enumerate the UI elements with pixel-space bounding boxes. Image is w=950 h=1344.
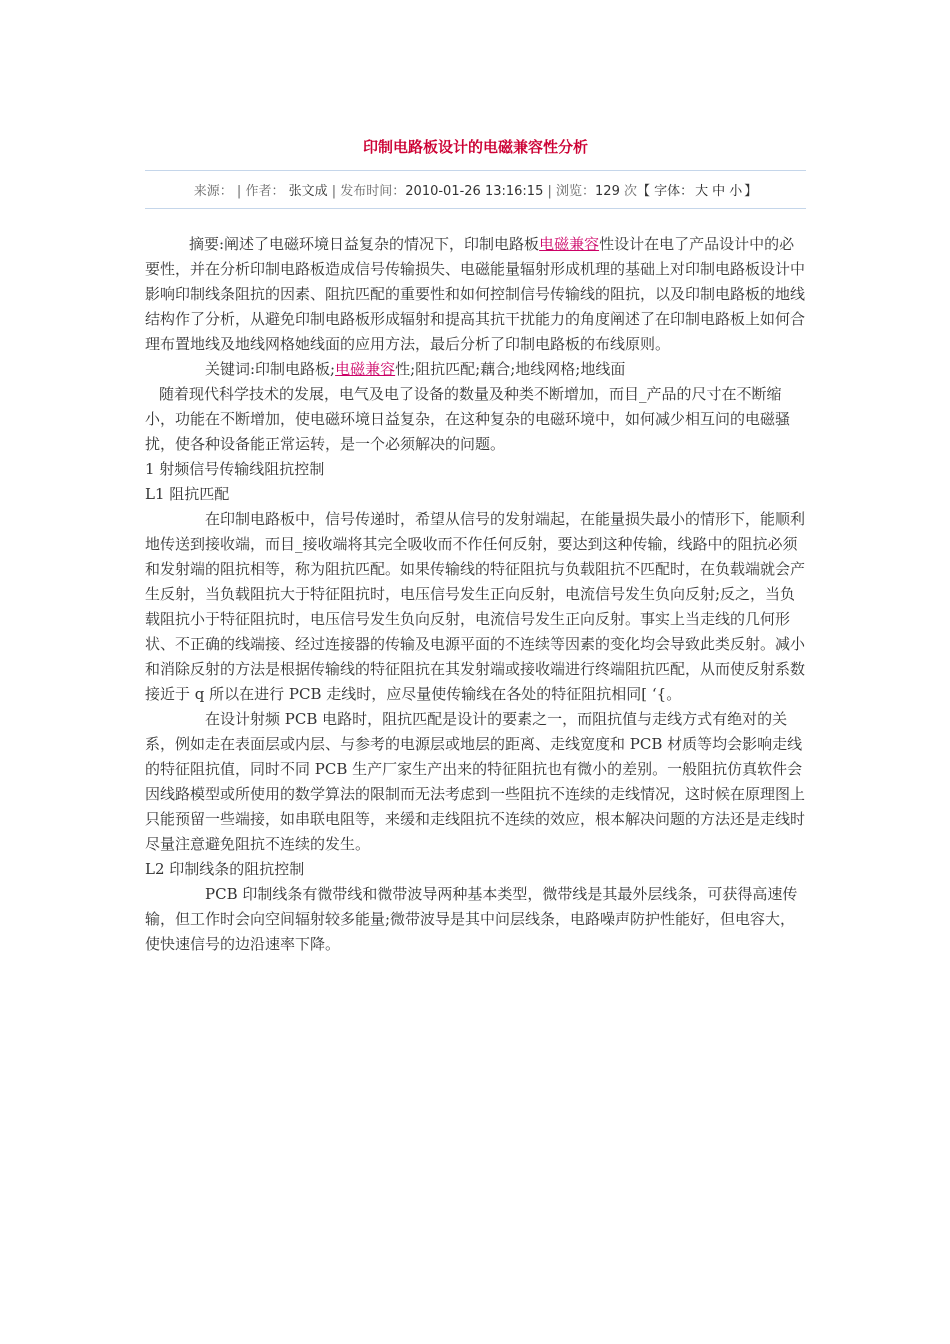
divider-top xyxy=(145,170,806,171)
subsection-heading: L2 印制线条的阻抗控制 xyxy=(145,860,305,878)
font-size-small-button[interactable]: 小 xyxy=(729,184,743,199)
keywords-text: 关键词:印制电路板; xyxy=(205,360,336,378)
body-paragraph: 在印制电路板中，信号传递时，希望从信号的发射端起，在能量损失最小的情形下，能顺利地传送到接收端，而目_接收端将其完全吸收而不作任何反射，要达到这种传输，线路中的阻抗必须和发射端的阻抗相等，称为阻抗匹配。如果传输线的特征阻抗与负载阻抗不匹配时，在负载端就会产生反射，当负载阻抗大于特征阻抗时，电压信号发生正向反射，电流信号发生负向反射;反之，当负载阻抗小于特征阻抗时，电压信号发生负向反射，电流信号发生正向反射。事实上当走线的几何形状、不正确的线端接、经过连接器的传输及电源平面的不连续等因素的变化均会导致此类反射。减小和消除反射的方法是根据传输线的特征阻抗在其发射端或接收端进行终端阻抗匹配，从而使反射系数接近于 q 所以在进行 PCB 走线时，应尽量使传输线在各处的特征阻抗相同[ ‘{。 xyxy=(145,510,806,703)
article-meta xyxy=(145,180,806,199)
article-body xyxy=(145,232,807,957)
font-size-close: 】 xyxy=(744,184,758,199)
meta-separator: | xyxy=(232,184,246,199)
section-heading: 1 射频信号传输线阻抗控制 xyxy=(145,460,325,478)
views-label: 浏览： xyxy=(556,184,596,199)
abstract-text: 摘要:阐述了电磁环境日益复杂的情况下，印制电路板 xyxy=(189,235,540,253)
author-label: 作者： xyxy=(245,184,285,199)
abstract-paragraph xyxy=(145,232,807,357)
author-name: 张文成 xyxy=(288,184,328,199)
views-unit: 次 xyxy=(624,184,638,199)
font-size-large-button[interactable]: 大 xyxy=(695,184,709,199)
font-size-open: 【 字体： xyxy=(637,184,694,199)
meta-separator: | xyxy=(543,184,557,199)
publish-time-label: 发布时间： xyxy=(340,184,406,199)
divider-bottom xyxy=(145,208,806,209)
source-label: 来源： xyxy=(193,184,233,199)
meta-separator: | xyxy=(327,184,341,199)
views-count: 129 xyxy=(595,184,620,199)
keywords-text-continued: 性;阻抗匹配;藕合;地线网格;地线面 xyxy=(395,360,626,378)
emc-link[interactable]: 电磁兼容 xyxy=(539,235,600,253)
font-size-medium-button[interactable]: 中 xyxy=(712,184,726,199)
article-title: 印制电路板设计的电磁兼容性分析 xyxy=(362,138,588,156)
keywords-line xyxy=(145,357,807,382)
abstract-text-continued: 性设计在电了产品设计中的必要性，并在分析印制电路板造成信号传输损失、电磁能量辐射形成机理的基础上对印制电路板设计中影响印制线条阻抗的因素、阻抗匹配的重要性和如何控制信号传输线的阻抗，以及印制电路板的地线结构作了分析，从避免印制电路板形成辐射和提高其抗干扰能力的角度阐述了在印制电路板上如何合理布置地线及地线网格她线面的应用方法，最后分析了印制电路板的布线原则。 xyxy=(145,235,806,353)
intro-paragraph: 随着现代科学技术的发展，电气及电了设备的数量及种类不断增加，而目_产品的尺寸在不断缩小，功能在不断增加，使电磁环境日益复杂，在这种复杂的电磁环境中，如何减少相互问的电磁骚扰，使各种设备能正常运转，是一个必须解决的问题。 xyxy=(145,385,791,453)
body-paragraph: PCB 印制线条有微带线和微带波导两种基本类型，微带线是其最外层线条，可获得高速传输，但工作时会向空间辐射较多能量;微带波导是其中问层线条，电路噪声防护性能好，但电容大，使快速信号的边沿速率下降。 xyxy=(145,885,798,953)
body-paragraph: 在设计射频 PCB 电路时，阻抗匹配是设计的要素之一，而阻抗值与走线方式有绝对的关系，例如走在表面层或内层、与参考的电源层或地层的距离、走线宽度和 PCB 材质等均会影响走线的特征阻抗值，同时不同 PCB 生产厂家生产出来的特征阻抗也有微小的差别。一般阻抗仿真软件会因线路模型或所使用的数学算法的限制而无法考虑到一些阻抗不连续的走线情况，这时候在原理图上只能预留一些端接，如串联电阻等，来缓和走线阻抗不连续的效应，根本解决问题的方法还是走线时尽量注意避免阻抗不连续的发生。 xyxy=(145,710,806,853)
emc-keyword-link[interactable]: 电磁兼容 xyxy=(335,360,396,378)
subsection-heading: L1 阻抗匹配 xyxy=(145,485,230,503)
publish-time: 2010-01-26 13:16:15 xyxy=(405,184,544,199)
